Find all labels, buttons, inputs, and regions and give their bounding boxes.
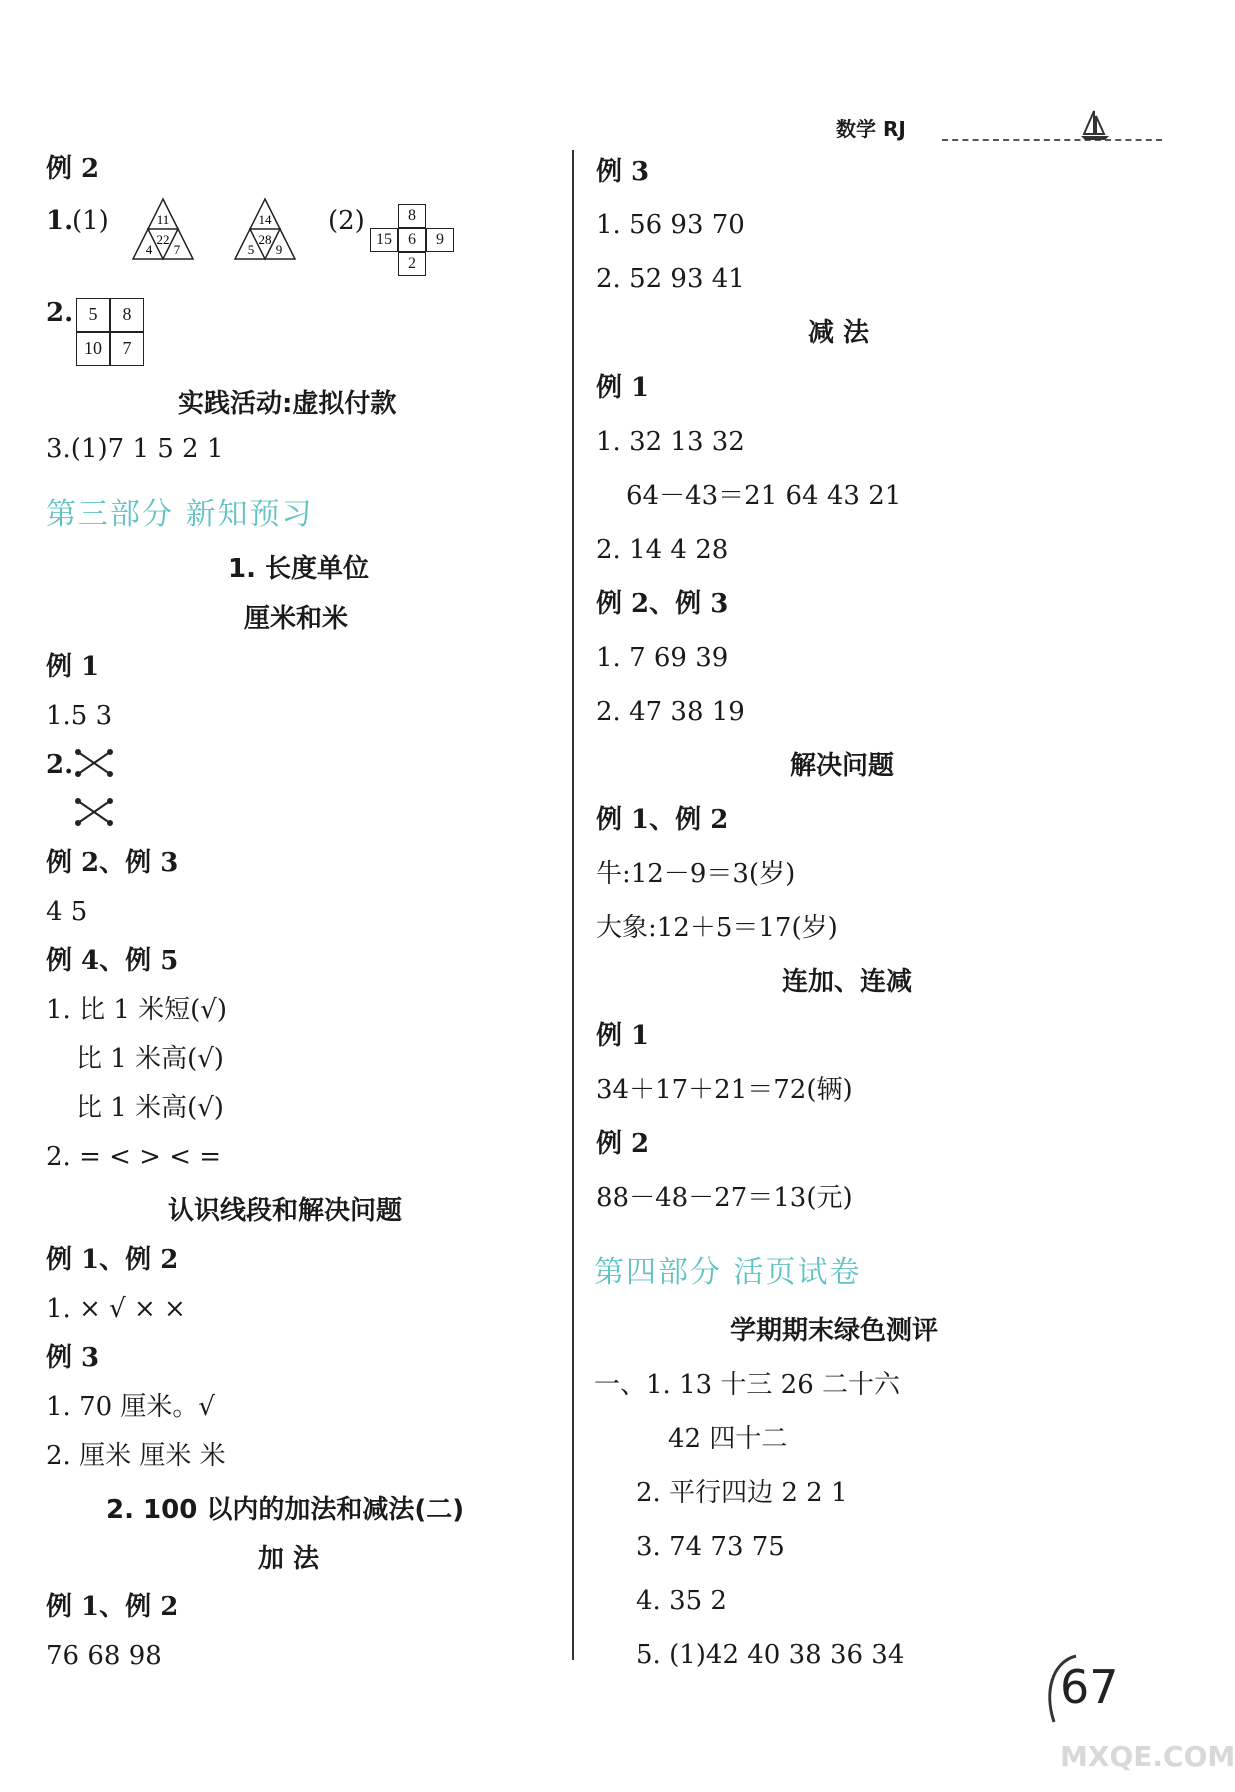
example-label: 例 2 xyxy=(596,1129,650,1159)
answer-line: 比 1 米高(√) xyxy=(76,1044,224,1074)
tri1-center: 22 xyxy=(156,232,170,247)
part-heading: 第四部分 活页试卷 xyxy=(594,1255,862,1290)
answer-line: 2. 平行四边 2 2 1 xyxy=(636,1478,848,1508)
answer-number: 2. xyxy=(46,298,74,328)
watermark: MXQE.COM xyxy=(1060,1740,1235,1773)
cross-lines-icon xyxy=(72,795,116,829)
square-grid xyxy=(76,298,144,366)
tri1-left: 4 xyxy=(145,242,153,257)
example-label: 例 1、例 2 xyxy=(46,1245,179,1275)
grid-cell: 5 xyxy=(76,298,110,332)
section-heading: 减 法 xyxy=(808,318,870,348)
cross-left: 15 xyxy=(370,228,398,252)
answer-line: 3.(1)7 1 5 2 1 xyxy=(46,434,224,464)
answer-line: 2. 52 93 41 xyxy=(596,264,745,294)
section-heading: 实践活动:虚拟付款 xyxy=(178,389,397,419)
answer-line: 大象:12＋5＝17(岁) xyxy=(596,913,838,943)
tri2-center: 28 xyxy=(258,232,272,247)
answer-line: 1. 56 93 70 xyxy=(596,210,745,240)
answer-line: 1. 32 13 32 xyxy=(596,427,745,457)
section-heading: 解决问题 xyxy=(790,751,895,781)
answer-line: 4 5 xyxy=(46,897,88,927)
answer-line: 1. 比 1 米短(√) xyxy=(46,995,227,1025)
tri1-right: 7 xyxy=(173,242,181,257)
answer-line: 一、1. 13 十三 26 二十六 xyxy=(594,1370,901,1400)
section-heading: 认识线段和解决问题 xyxy=(168,1196,403,1226)
cross-center: 6 xyxy=(398,228,426,252)
answer-line: 1. 7 69 39 xyxy=(596,643,729,673)
answer-line: 34＋17＋21＝72(辆) xyxy=(596,1075,853,1105)
example-label: 例 1 xyxy=(596,373,650,403)
number-triangle-1 xyxy=(130,196,196,262)
example-label: 例 2、例 3 xyxy=(46,848,179,878)
answer-number: 1. xyxy=(46,206,74,236)
answer-line: 1.5 3 xyxy=(46,701,113,731)
tri2-right: 9 xyxy=(275,242,283,257)
answer-line: 比 1 米高(√) xyxy=(76,1093,224,1123)
grid-cell: 7 xyxy=(110,332,144,366)
subject-label: 数学 RJ xyxy=(836,117,906,141)
answer-line: 2. 厘米 厘米 米 xyxy=(46,1441,226,1471)
answer-line: 1. × √ × × xyxy=(46,1294,186,1324)
answer-line: 88－48－27＝13(元) xyxy=(596,1183,853,1213)
answer-line: 76 68 98 xyxy=(46,1641,162,1671)
answer-line: 2. = < > < = xyxy=(46,1142,222,1172)
section-heading: 加 法 xyxy=(258,1544,320,1574)
example-label: 例 1、例 2 xyxy=(596,805,729,835)
tri2-left: 5 xyxy=(247,242,255,257)
tri2-top: 14 xyxy=(258,212,272,227)
sub-label: (1) xyxy=(72,206,109,236)
chapter-heading: 2. 100 以内的加法和减法(二) xyxy=(106,1495,465,1525)
example-label: 例 4、例 5 xyxy=(46,946,179,976)
header-rule xyxy=(942,139,1162,141)
sailboat-icon xyxy=(1078,108,1112,142)
cross-top: 8 xyxy=(398,204,426,228)
answer-number: 2. xyxy=(46,750,74,780)
answer-line: 42 四十二 xyxy=(668,1424,788,1454)
answer-line: 牛:12－9＝3(岁) xyxy=(596,859,796,889)
answer-line: 4. 35 2 xyxy=(636,1586,727,1616)
example-label: 例 1 xyxy=(596,1021,650,1051)
part-heading: 第三部分 新知预习 xyxy=(46,497,314,532)
answer-line: 64－43＝21 64 43 21 xyxy=(626,481,902,511)
sub-label: (2) xyxy=(328,206,365,236)
example-label: 例 3 xyxy=(596,157,650,187)
example-label: 例 2、例 3 xyxy=(596,589,729,619)
example-label: 例 3 xyxy=(46,1343,100,1373)
answer-line: 3. 74 73 75 xyxy=(636,1532,785,1562)
tri1-top: 11 xyxy=(156,212,170,227)
page-number: 67 xyxy=(1060,1660,1119,1714)
cross-bottom: 2 xyxy=(398,252,426,276)
example-label: 例 1 xyxy=(46,652,100,682)
cross-lines-icon xyxy=(72,746,116,780)
section-heading: 厘米和米 xyxy=(244,604,349,634)
grid-cell: 10 xyxy=(76,332,110,366)
answer-line: 2. 47 38 19 xyxy=(596,697,745,727)
chapter-heading: 1. 长度单位 xyxy=(228,554,370,584)
section-heading: 连加、连减 xyxy=(782,967,913,997)
cross-grid xyxy=(370,204,454,276)
answer-line: 2. 14 4 28 xyxy=(596,535,729,565)
cross-right: 9 xyxy=(426,228,454,252)
column-divider xyxy=(572,150,574,1660)
answer-line: 5. (1)42 40 38 36 34 xyxy=(636,1640,905,1670)
example-label: 例 2 xyxy=(46,154,100,184)
number-triangle-2 xyxy=(232,196,298,262)
section-heading: 学期期末绿色测评 xyxy=(730,1316,939,1346)
example-label: 例 1、例 2 xyxy=(46,1592,179,1622)
grid-cell: 8 xyxy=(110,298,144,332)
answer-line: 1. 70 厘米。√ xyxy=(46,1392,215,1422)
